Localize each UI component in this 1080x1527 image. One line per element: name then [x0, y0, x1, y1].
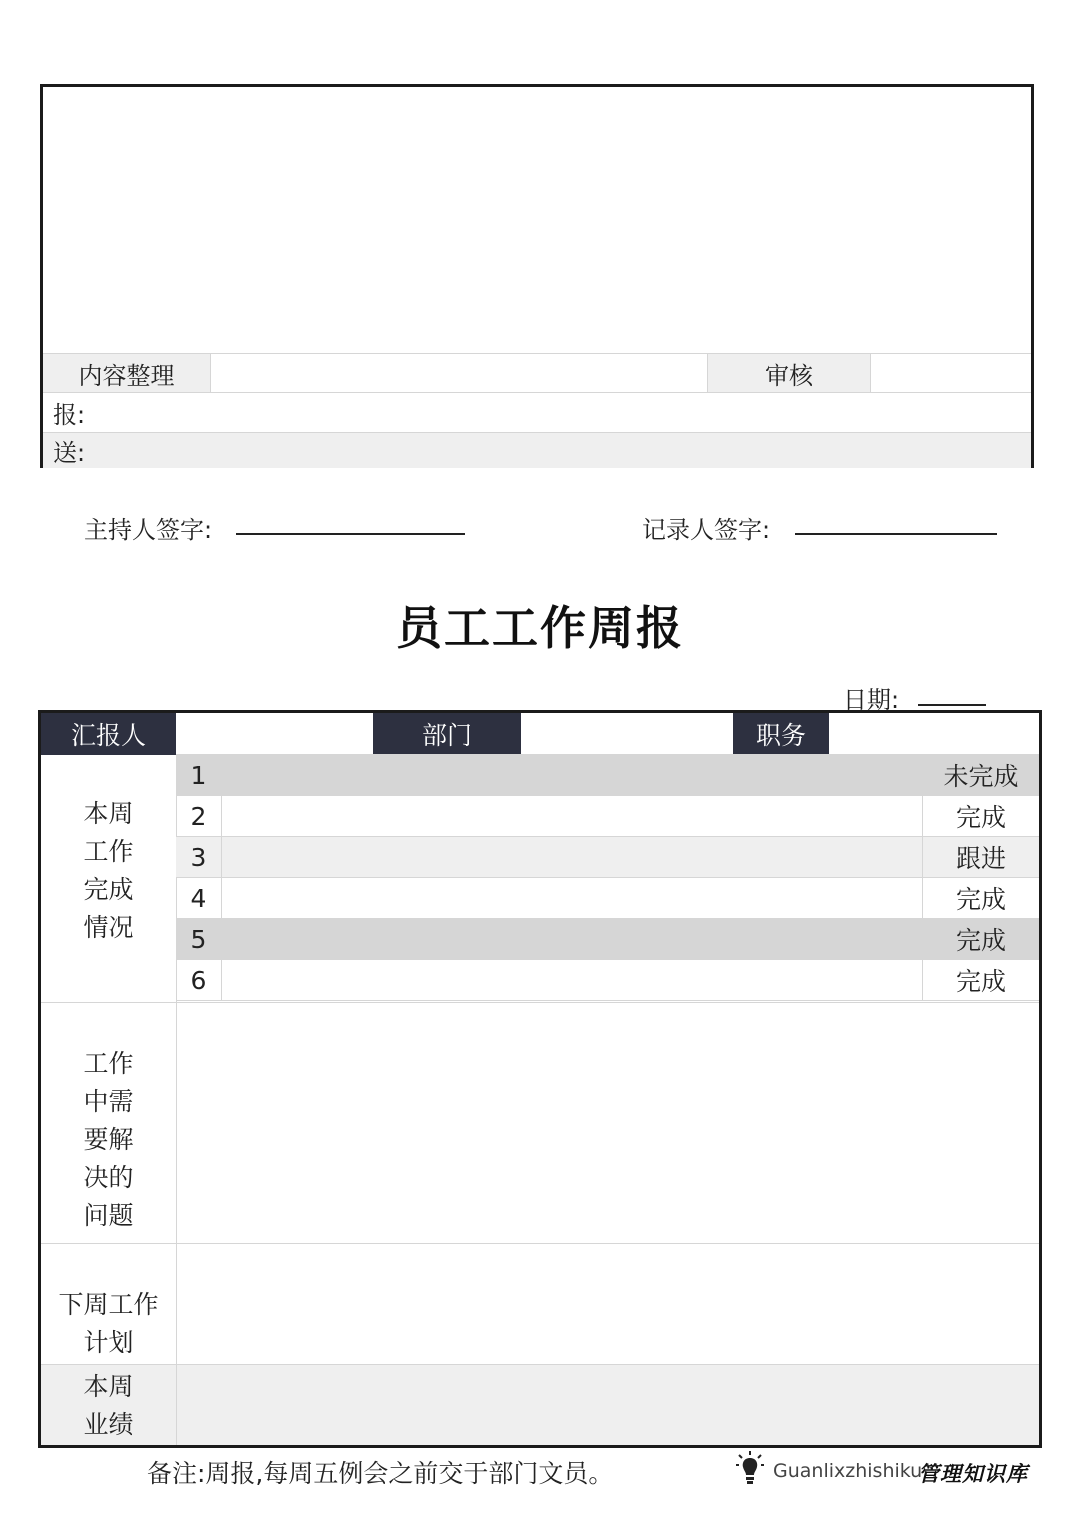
review-label: 审核 [707, 354, 871, 392]
task-row[interactable] [176, 837, 1039, 878]
date-field-line[interactable] [918, 704, 986, 706]
label-line: 本周 [83, 1372, 134, 1401]
reporter-field[interactable] [176, 713, 373, 755]
label-line: 问题 [83, 1201, 134, 1230]
label-line: 业绩 [83, 1410, 134, 1439]
task-number: 1 [176, 755, 222, 795]
department-field[interactable] [521, 713, 733, 755]
label-line: 本周 [83, 799, 134, 828]
brand-name-cn: 管理知识库 [918, 1461, 1028, 1486]
label-line: 情况 [83, 913, 134, 942]
footer-note: 备注:周报,每周五例会之前交于部门文员。 [147, 1459, 614, 1488]
recorder-signature-label: 记录人签字: [642, 516, 771, 544]
label-line: 下周工作 [58, 1290, 159, 1319]
report-to-row[interactable] [43, 393, 1031, 433]
task-number: 6 [176, 960, 222, 1000]
this-week-label [41, 795, 176, 947]
position-header: 职务 [733, 713, 829, 755]
content-field[interactable] [211, 354, 707, 392]
label-line: 计划 [83, 1328, 134, 1357]
send-to-row[interactable] [43, 433, 1031, 468]
report-to-label: 报: [53, 401, 86, 429]
content-review-row [43, 353, 1031, 393]
problems-label [41, 1045, 176, 1235]
task-number: 2 [176, 796, 222, 836]
next-week-plan-field[interactable] [177, 1244, 1039, 1364]
task-status[interactable]: 完成 [922, 919, 1039, 959]
task-status[interactable]: 完成 [922, 878, 1039, 918]
label-line: 工作 [83, 837, 134, 866]
label-line: 中需 [83, 1087, 134, 1116]
review-field[interactable] [871, 354, 1031, 392]
performance-row[interactable] [41, 1365, 1039, 1445]
task-number: 4 [176, 878, 222, 918]
task-status[interactable]: 完成 [922, 960, 1039, 1000]
host-signature-line[interactable] [236, 533, 465, 535]
lightbulb-icon [736, 1450, 764, 1488]
department-header: 部门 [373, 713, 521, 755]
send-to-label: 送: [53, 439, 86, 467]
position-field[interactable] [829, 713, 1039, 755]
label-line: 决的 [83, 1163, 134, 1192]
label-line: 完成 [83, 875, 134, 904]
label-line: 要解 [83, 1125, 134, 1154]
task-row[interactable] [176, 919, 1039, 960]
task-number: 3 [176, 837, 222, 877]
task-status[interactable]: 未完成 [922, 755, 1039, 795]
task-row[interactable] [176, 755, 1039, 796]
performance-label [41, 1368, 176, 1444]
task-row[interactable] [176, 796, 1039, 837]
task-row[interactable] [176, 878, 1039, 919]
label-line: 工作 [83, 1049, 134, 1078]
task-row[interactable] [176, 960, 1039, 1001]
weekly-report-table [38, 710, 1042, 1448]
problems-field[interactable] [177, 1003, 1039, 1243]
brand-name-en: Guanlixzhishiku [773, 1460, 923, 1482]
task-status[interactable]: 完成 [922, 796, 1039, 836]
task-status[interactable]: 跟进 [922, 837, 1039, 877]
reporter-header: 汇报人 [41, 713, 176, 755]
page-title: 员工工作周报 [396, 601, 684, 655]
next-week-plan-label [41, 1286, 176, 1362]
date-label: 日期: [843, 686, 900, 714]
meeting-record-box [40, 84, 1034, 468]
recorder-signature-line[interactable] [795, 533, 997, 535]
host-signature-label: 主持人签字: [84, 516, 213, 544]
task-number: 5 [176, 919, 222, 959]
content-label: 内容整理 [43, 354, 211, 392]
